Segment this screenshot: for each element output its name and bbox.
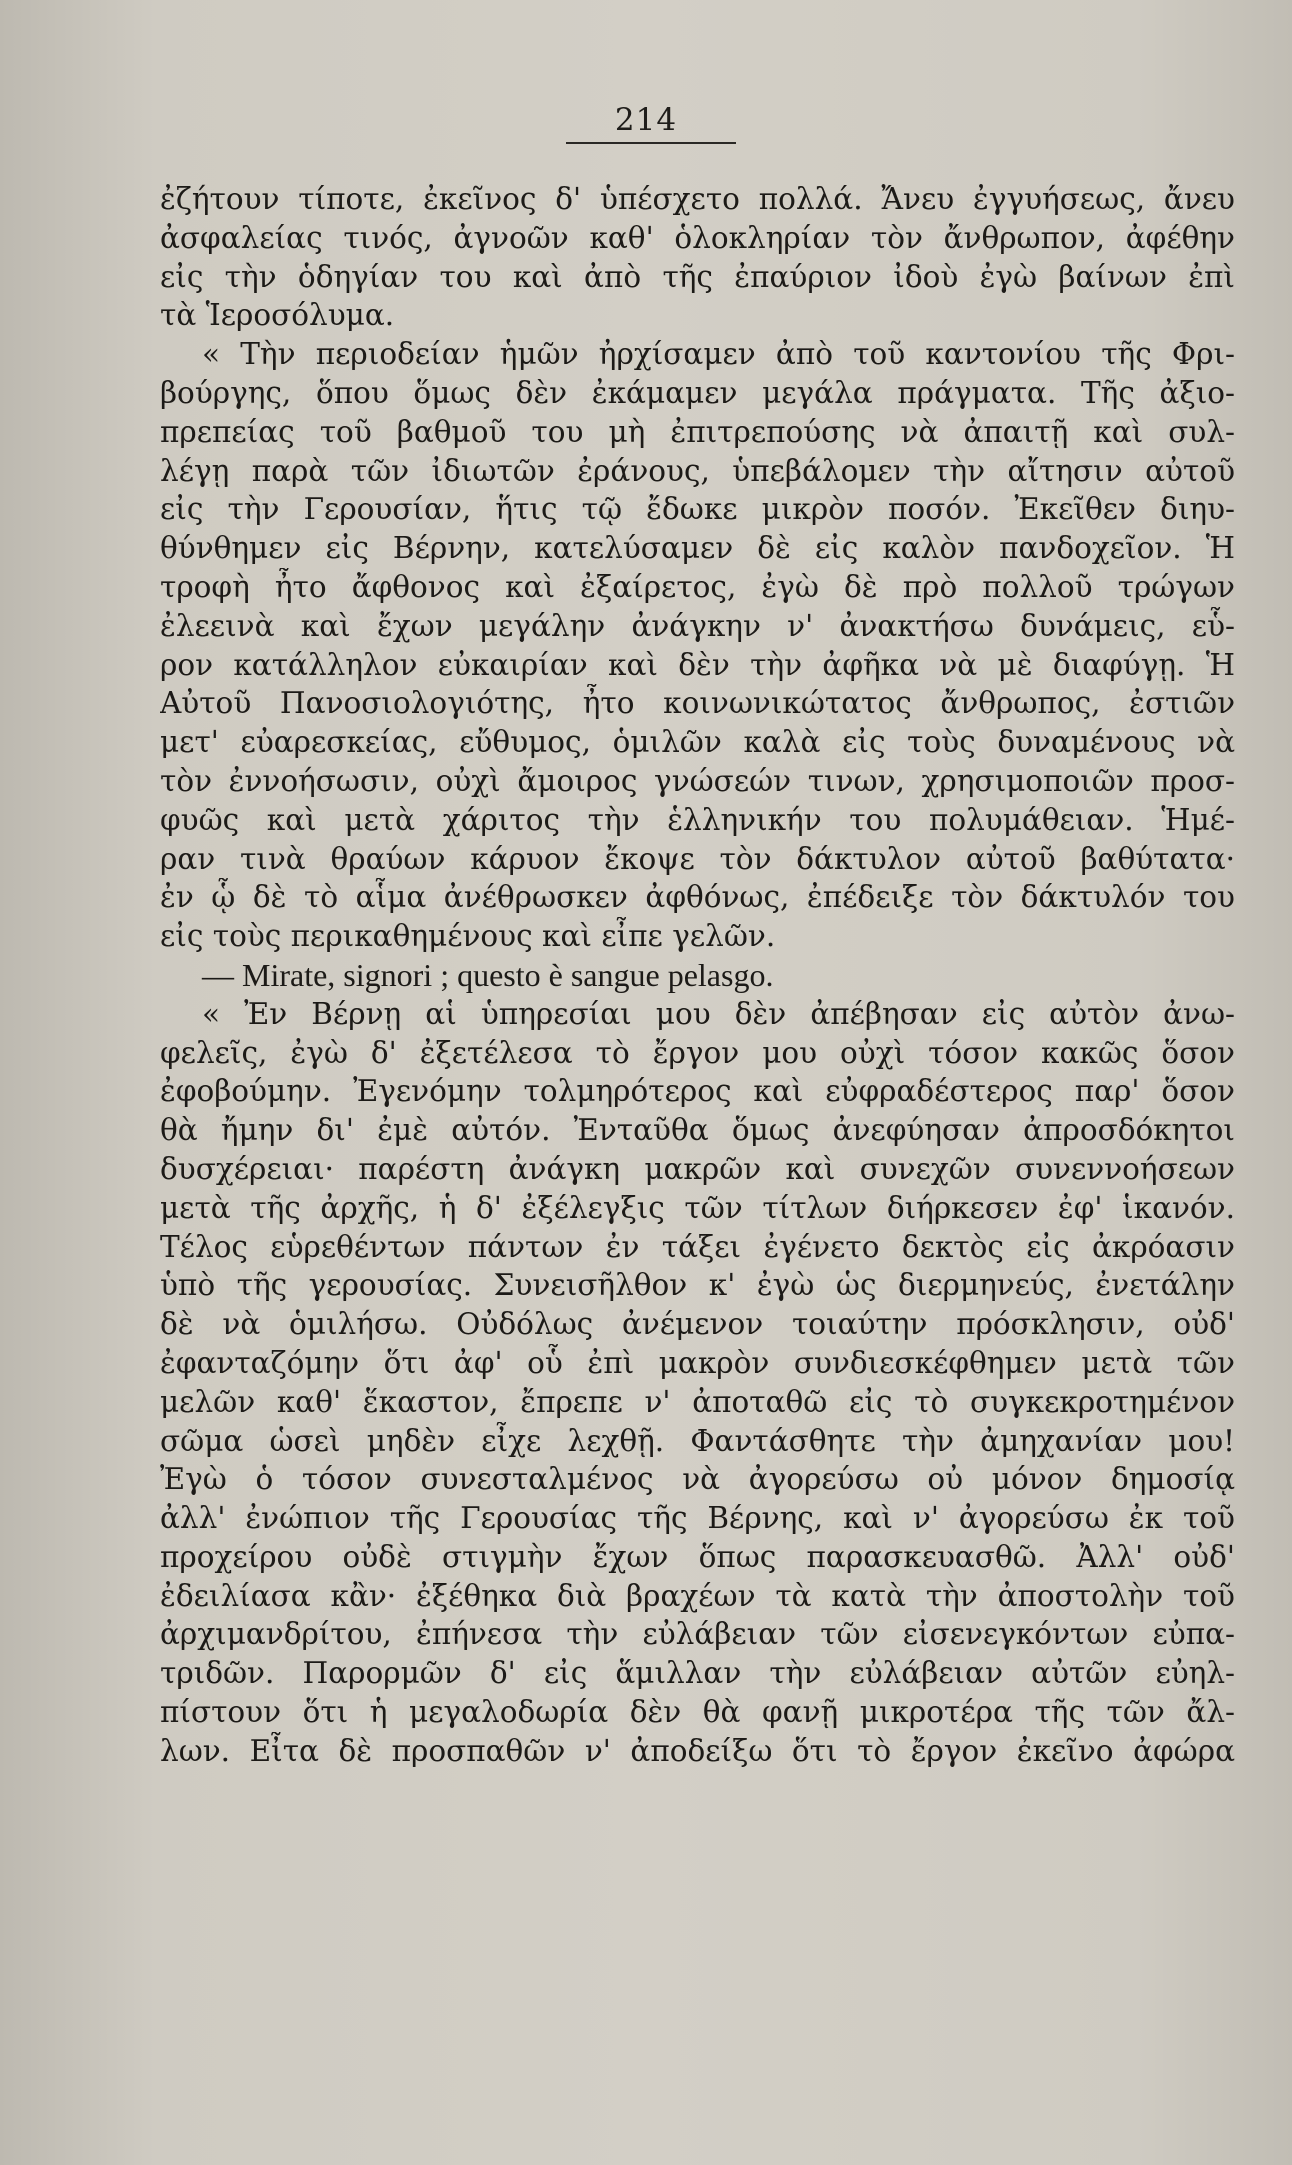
text-line: εἰς τὴν ὁδηγίαν του καὶ ἀπὸ τῆς ἐπαύριον ἰδοὺ ἐγὼ βαίνων ἐπὶ: [160, 259, 1235, 294]
text-line: — Mirate, signori ; questo è sangue pelasgo.: [202, 956, 774, 993]
text-line: μετὰ τῆς ἀρχῆς, ἡ δ' ἐξέλεγξις τῶν τίτλων διήρκεσεν ἐφ' ἱκανόν.: [160, 1190, 1235, 1225]
text-line: φυῶς καὶ μετὰ χάριτος τὴν ἑλληνικήν του πολυμάθειαν. Ἡμέ-: [160, 802, 1235, 837]
text-line: ὑπὸ τῆς γερουσίας. Συνεισῆλθον κ' ἐγὼ ὡς διερμηνεύς, ἐνετάλην: [160, 1268, 1235, 1303]
text-line: μελῶν καθ' ἕκαστον, ἔπρεπε ν' ἀποταθῶ εἰς τὸ συγκεκροτημένον: [160, 1384, 1235, 1419]
text-line: ρον κατάλληλον εὐκαιρίαν καὶ δὲν τὴν ἀφῆκα νὰ μὲ διαφύγῃ. Ἡ: [160, 647, 1235, 682]
text-line: τριδῶν. Παρορμῶν δ' εἰς ἅμιλλαν τὴν εὐλάβειαν αὐτῶν εὐηλ-: [160, 1656, 1235, 1691]
text-line: εἰς τὴν Γερουσίαν, ἥτις τῷ ἔδωκε μικρὸν ποσόν. Ἐκεῖθεν διηυ-: [160, 492, 1235, 527]
text-line: ἐλεεινὰ καὶ ἔχων μεγάλην ἀνάγκην ν' ἀνακτήσω δυνάμεις, εὗ-: [160, 608, 1235, 643]
text-line: ἐφανταζόμην ὅτι ἀφ' οὗ ἐπὶ μακρὸν συνδιεσκέφθημεν μετὰ τῶν: [160, 1345, 1235, 1380]
text-line: θὰ ἤμην δι' ἐμὲ αὐτόν. Ἐνταῦθα ὅμως ἀνεφύησαν ἀπροσδόκητοι: [160, 1113, 1235, 1148]
text-line: δυσχέρειαι· παρέστη ἀνάγκη μακρῶν καὶ συνεχῶν συνεννοήσεων: [160, 1151, 1235, 1186]
text-line: τὸν ἐννοήσωσιν, οὐχὶ ἄμοιρος γνώσεών τινων, χρησιμοποιῶν προσ-: [160, 763, 1235, 798]
text-line: ἀλλ' ἐνώπιον τῆς Γερουσίας τῆς Βέρνης, καὶ ν' ἀγορεύσω ἐκ τοῦ: [160, 1501, 1235, 1536]
text-line: πρεπείας τοῦ βαθμοῦ του μὴ ἐπιτρεπούσης νὰ ἀπαιτῇ καὶ συλ-: [160, 414, 1235, 449]
text-line: ἐδειλίασα κἂν· ἐξέθηκα διὰ βραχέων τὰ κατὰ τὴν ἀποστολὴν τοῦ: [160, 1578, 1235, 1613]
text-line: « Τὴν περιοδείαν ἡμῶν ἠρχίσαμεν ἀπὸ τοῦ καντονίου τῆς Φρι-: [202, 337, 1235, 372]
text-line: τροφὴ ἦτο ἄφθονος καὶ ἐξαίρετος, ἐγὼ δὲ πρὸ πολλοῦ τρώγων: [160, 569, 1235, 604]
text-line: ἐν ᾧ δὲ τὸ αἷμα ἀνέθρωσκεν ἀφθόνως, ἐπέδειξε τὸν δάκτυλόν του: [160, 880, 1235, 915]
text-line: « Ἐν Βέρνῃ αἱ ὑπηρεσίαι μου δὲν ἀπέβησαν εἰς αὐτὸν ἀνω-: [202, 996, 1235, 1031]
page-number: 214: [614, 102, 678, 138]
text-line: τὰ Ἱεροσόλυμα.: [160, 298, 395, 333]
text-line: σῶμα ὡσεὶ μηδὲν εἶχε λεχθῇ. Φαντάσθητε τὴν ἀμηχανίαν μου!: [160, 1423, 1235, 1458]
text-line: δὲ νὰ ὁμιλήσω. Οὐδόλως ἀνέμενον τοιαύτην πρόσκλησιν, οὐδ': [160, 1307, 1235, 1342]
text-line: πίστουν ὅτι ἡ μεγαλοδωρία δὲν θὰ φανῇ μικροτέρα τῆς τῶν ἄλ-: [160, 1695, 1235, 1730]
text-line: Τέλος εὑρεθέντων πάντων ἐν τάξει ἐγένετο δεκτὸς εἰς ἀκρόασιν: [160, 1229, 1235, 1264]
text-line: λέγῃ παρὰ τῶν ἰδιωτῶν ἐράνους, ὑπεβάλομεν τὴν αἴτησιν αὐτοῦ: [160, 453, 1235, 488]
text-line: Ἐγὼ ὁ τόσον συνεσταλμένος νὰ ἀγορεύσω οὐ μόνον δημοσίᾳ: [160, 1462, 1235, 1497]
text-line: ραν τινὰ θραύων κάρυον ἔκοψε τὸν δάκτυλον αὐτοῦ βαθύτατα·: [160, 841, 1235, 876]
text-line: προχείρου οὐδὲ στιγμὴν ἔχων ὅπως παρασκευασθῶ. Ἀλλ' οὐδ': [160, 1539, 1235, 1574]
header-rule: [566, 142, 736, 144]
text-line: λων. Εἶτα δὲ προσπαθῶν ν' ἀποδείξω ὅτι τὸ ἔργον ἐκεῖνο ἀφώρα: [160, 1733, 1235, 1768]
text-line: [160, 1771, 1235, 1810]
text-line: εἰς τοὺς περικαθημένους καὶ εἶπε γελῶν.: [160, 919, 776, 954]
text-line: φελεῖς, ἐγὼ δ' ἐξετέλεσα τὸ ἔργον μου οὐχὶ τόσον κακῶς ὅσον: [160, 1035, 1235, 1070]
text-line: ἐζήτουν τίποτε, ἐκεῖνος δ' ὑπέσχετο πολλά. Ἄνευ ἐγγυήσεως, ἄνευ: [160, 182, 1235, 216]
text-line: ἀσφαλείας τινός, ἀγνοῶν καθ' ὁλοκληρίαν τὸν ἄνθρωπον, ἀφέθην: [160, 220, 1235, 255]
text-line: μετ' εὐαρεσκείας, εὔθυμος, ὁμιλῶν καλὰ εἰς τοὺς δυναμένους νὰ: [160, 725, 1235, 760]
text-line: [160, 1809, 1235, 1848]
text-line: ἐφοβούμην. Ἐγενόμην τολμηρότερος καὶ εὐφραδέστερος παρ' ὅσον: [160, 1074, 1235, 1109]
text-line: θύνθημεν εἰς Βέρνην, κατελύσαμεν δὲ εἰς καλὸν πανδοχεῖον. Ἡ: [160, 531, 1235, 566]
text-line: βούργης, ὅπου ὅμως δὲν ἐκάμαμεν μεγάλα πράγματα. Τῆς ἀξιο-: [160, 375, 1235, 410]
body-text: [160, 180, 1235, 1848]
text-line: ἀρχιμανδρίτου, ἐπήνεσα τὴν εὐλάβειαν τῶν εἰσενεγκόντων εὐπα-: [160, 1617, 1235, 1652]
text-line: Αὐτοῦ Πανοσιολογιότης, ἦτο κοινωνικώτατος ἄνθρωπος, ἐστιῶν: [160, 686, 1235, 721]
